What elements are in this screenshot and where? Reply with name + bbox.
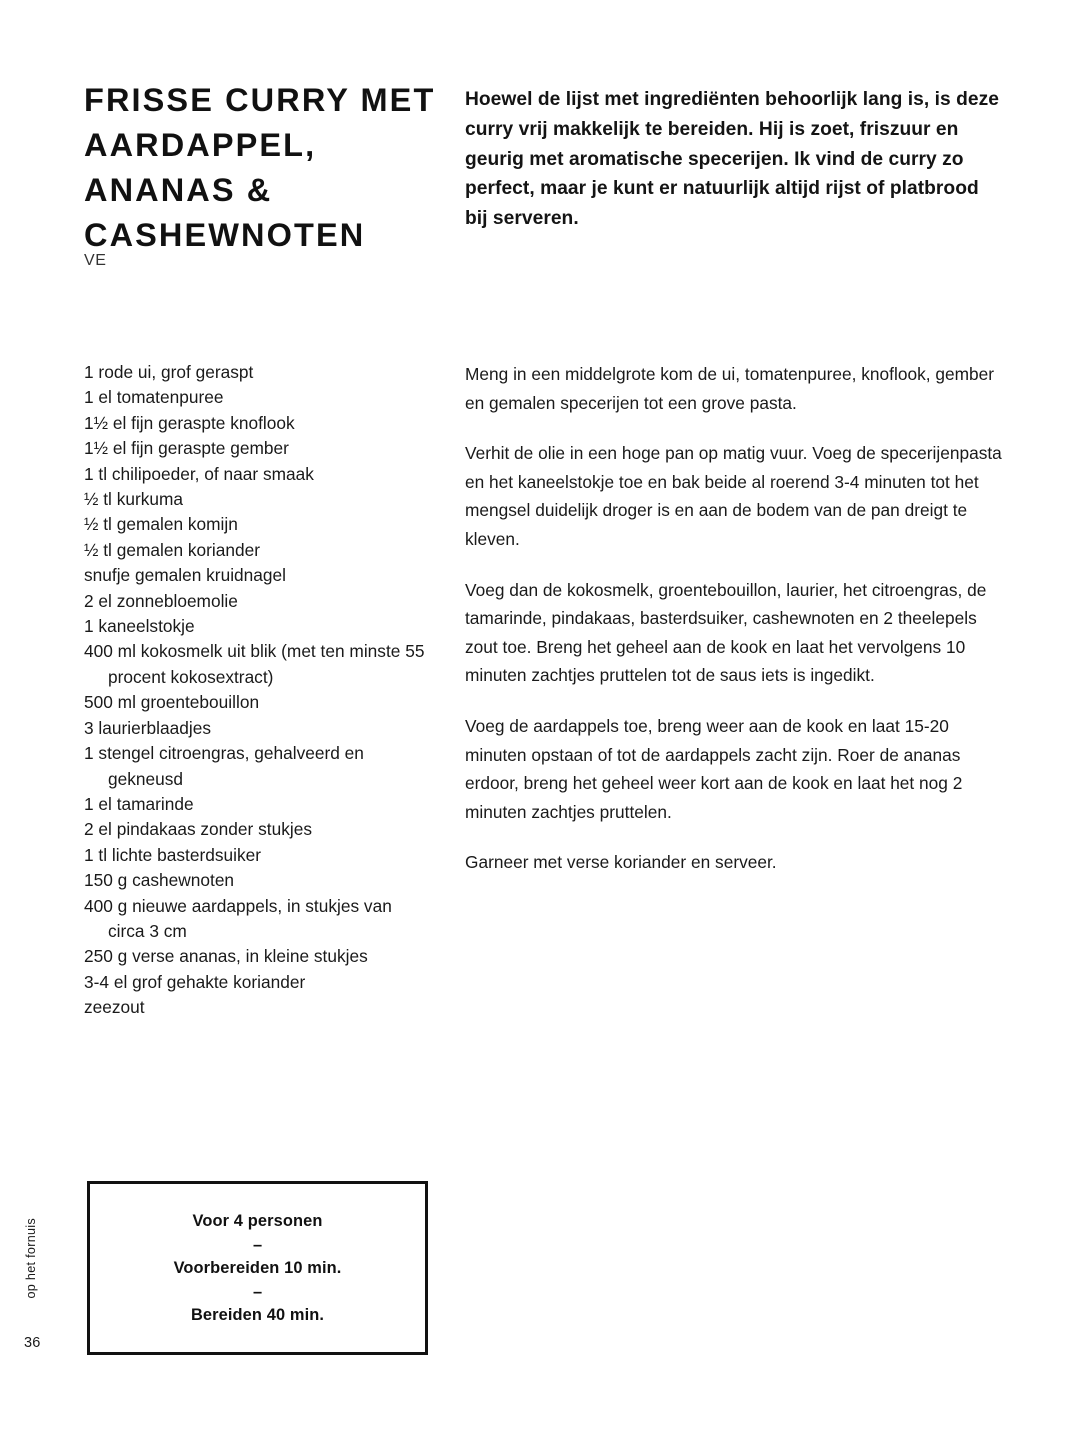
divider-dash: – bbox=[252, 1282, 263, 1301]
list-item: 150 g cashewnoten bbox=[84, 870, 235, 891]
list-item: 400 g nieuwe aardappels, in stukjes van circa 3 cm bbox=[84, 895, 392, 941]
list-item: 2 el zonnebloemolie bbox=[84, 590, 238, 611]
list-item: 1 tl chilipoeder, of naar smaak bbox=[84, 463, 314, 484]
divider-dash: – bbox=[252, 1235, 263, 1254]
method-paragraph: Voeg dan de kokosmelk, groentebouillon, laurier, het citroengras, de tamarinde, pindakaas, basterdsuiker, cashewnoten en 2 theelepels zout toe. Breng het geheel aan de kook en laat het vervolgens 10 minuten zachtjes pruttelen tot de saus iets is ingedikt. bbox=[465, 579, 987, 686]
list-item: 250 g verse ananas, in kleine stukjes bbox=[84, 946, 368, 967]
list-item: zeezout bbox=[84, 997, 145, 1018]
list-item: ½ tl gemalen koriander bbox=[84, 539, 261, 560]
list-item: ½ tl kurkuma bbox=[84, 489, 184, 510]
list-item: 500 ml groentebouillon bbox=[84, 692, 260, 713]
method-steps bbox=[465, 360, 1010, 877]
list-item: 1½ el fijn geraspte knoflook bbox=[84, 412, 295, 433]
prep-time-text: Voorbereiden 10 min. bbox=[173, 1258, 342, 1277]
diet-label-ve: VE bbox=[84, 252, 107, 269]
list-item: 1½ el fijn geraspte gember bbox=[84, 438, 289, 459]
list-item: 1 el tomatenpuree bbox=[84, 387, 224, 408]
list-item: 1 tl lichte basterdsuiker bbox=[84, 844, 261, 865]
method-paragraph: Verhit de olie in een hoge pan op matig vuur. Voeg de specerijenpasta en het kaneelstokje toe en bak beide al roerend 3-4 minuten tot het mengsel duidelijk droger is en aan de bodem van de pan dreigt te kleven. bbox=[465, 443, 1002, 549]
list-item: 2 el pindakaas zonder stukjes bbox=[84, 819, 312, 840]
list-item: ½ tl gemalen komijn bbox=[84, 514, 238, 535]
list-item: 1 el tamarinde bbox=[84, 793, 194, 814]
method-paragraph: Voeg de aardappels toe, breng weer aan de kook en laat 15-20 minuten opstaan of tot de aardappels zacht zijn. Roer de ananas erdoor, breng het geheel weer kort aan de kook en laat het nog 2 minuten zachtjes pruttelen. bbox=[465, 715, 963, 822]
method-paragraph: Garneer met verse koriander en serveer. bbox=[465, 852, 777, 873]
list-item: 3 laurierblaadjes bbox=[84, 717, 211, 738]
servings-text: Voor 4 personen bbox=[192, 1211, 323, 1230]
recipe-info-box bbox=[87, 1181, 428, 1355]
method-paragraph: Meng in een middelgrote kom de ui, tomatenpuree, knoflook, gember en gemalen specerijen tot een grove pasta. bbox=[465, 364, 994, 413]
page-number: 36 bbox=[24, 1335, 41, 1351]
list-item: 1 kaneelstokje bbox=[84, 616, 195, 637]
list-item: 1 stengel citroengras, gehalveerd en gekneusd bbox=[84, 743, 364, 789]
chapter-label: op het fornuis bbox=[24, 1218, 38, 1299]
page-title: FRISSE CURRY MET AARDAPPEL, ANANAS & CASHEWNOTEN bbox=[84, 82, 436, 253]
list-item: 1 rode ui, grof geraspt bbox=[84, 362, 254, 382]
list-item: 400 ml kokosmelk uit blik (met ten minste 55 procent kokosextract) bbox=[84, 641, 425, 687]
ingredients-list bbox=[84, 360, 429, 1021]
cook-time-text: Bereiden 40 min. bbox=[190, 1305, 325, 1324]
recipe-intro: Hoewel de lijst met ingrediënten behoorlijk lang is, is deze curry vrij makkelijk te bereiden. Hij is zoet, friszuur en geurig met aromatische specerijen. Ik vind de curry zo perfect, maar je kunt er natuurlijk altijd rijst of platbrood bij serveren. bbox=[465, 89, 999, 230]
list-item: 3-4 el grof gehakte koriander bbox=[84, 971, 306, 992]
list-item: snufje gemalen kruidnagel bbox=[84, 565, 286, 586]
